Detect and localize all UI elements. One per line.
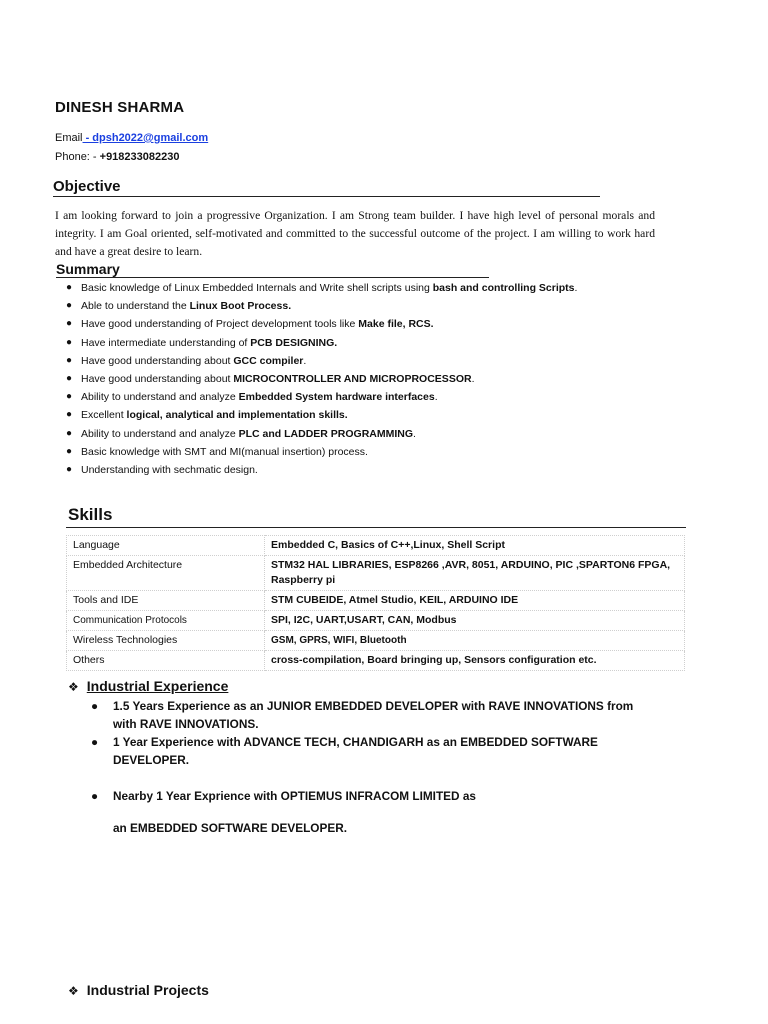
table-row [67, 631, 685, 651]
diamond-bullet-icon: ❖ [68, 680, 79, 694]
summary-emphasis: GCC compiler [233, 354, 304, 367]
table-row [67, 536, 685, 556]
summary-text: Ability to understand and analyze [81, 391, 239, 404]
list-item [66, 389, 686, 407]
bullet-icon: ● [66, 354, 73, 366]
bullet-icon: ● [66, 336, 73, 348]
experience-text: 1.5 Years Experience as an JUNIOR EMBEDDED DEVELOPER with RAVE INNOVATIONS from with RAVE INNOVATIONS. [113, 699, 634, 731]
objective-rule [53, 196, 600, 197]
summary-suffix: . [413, 427, 416, 440]
summary-text: Have good understanding about [81, 354, 234, 367]
summary-heading: Summary [56, 261, 120, 277]
list-item [66, 462, 686, 480]
skill-value: Embedded C, Basics of C++,Linux, Shell Script [265, 536, 685, 556]
table-row [67, 556, 685, 591]
bullet-icon: ● [91, 789, 99, 803]
summary-emphasis: PCB DESIGNING. [250, 336, 338, 349]
list-item [66, 371, 686, 389]
phone-label: Phone: - [55, 151, 100, 163]
experience-continuation: an EMBEDDED SOFTWARE DEVELOPER. [113, 821, 347, 835]
candidate-name: DINESH SHARMA [55, 99, 185, 116]
email-label: Email [55, 132, 83, 144]
phone-line [55, 151, 179, 163]
skills-rule [66, 527, 686, 528]
experience-item [91, 788, 673, 806]
list-item [66, 407, 686, 425]
skill-key: Embedded Architecture [67, 556, 265, 591]
summary-emphasis: bash and controlling Scripts [432, 282, 575, 294]
experience-item [91, 734, 633, 769]
list-item [66, 335, 686, 353]
experience-title: Industrial Experience [86, 678, 229, 694]
bullet-icon: ● [66, 427, 73, 439]
summary-text: Have intermediate understanding of [81, 336, 251, 349]
bullet-icon: ● [66, 372, 73, 384]
summary-emphasis: logical, analytical and implementation skills. [126, 409, 348, 422]
summary-suffix: . [303, 354, 307, 367]
summary-text: Understanding with sechmatic design. [81, 463, 258, 476]
bullet-icon: ● [66, 445, 73, 457]
summary-emphasis: Linux Boot Process. [189, 300, 292, 313]
table-row [67, 591, 685, 611]
skill-value: GSM, GPRS, WIFI, Bluetooth [265, 631, 685, 651]
list-item [66, 298, 686, 316]
list-item [66, 316, 686, 334]
bullet-icon: ● [66, 391, 73, 403]
objective-text: I am looking forward to join a progressive Organization. I am Strong team builder. I have high level of personal morals and integrity. I am Goal oriented, self-motivated and committed to the successful outcome of the project. I am willing to work hard and have a great desire to learn. [55, 209, 655, 258]
list-item [66, 353, 686, 371]
skill-key: Tools and IDE [67, 591, 265, 611]
summary-text: Excellent [81, 409, 127, 422]
phone-value: +918233082230 [99, 151, 180, 163]
objective-heading: Objective [53, 178, 121, 195]
skill-key: Communication Protocols [67, 611, 265, 631]
list-item [66, 444, 686, 462]
summary-rule [56, 277, 489, 278]
summary-emphasis: Make file, RCS. [358, 318, 434, 331]
summary-suffix: . [574, 282, 578, 294]
summary-suffix: . [434, 391, 438, 404]
diamond-bullet-icon: ❖ [68, 984, 79, 998]
experience-item [91, 698, 653, 733]
skill-key: Language [67, 536, 265, 556]
summary-text: Ability to understand and analyze [81, 427, 239, 440]
email-line [55, 132, 208, 144]
skill-value: cross-compilation, Board bringing up, Sensors configuration etc. [265, 651, 685, 671]
list-item [66, 426, 686, 444]
bullet-icon: ● [66, 318, 73, 330]
experience-heading [68, 678, 228, 694]
list-item [66, 280, 686, 298]
bullet-icon: ● [66, 463, 73, 475]
experience-text: 1 Year Experience with ADVANCE TECH, CHANDIGARH as an EMBEDDED SOFTWARE DEVELOPER. [113, 735, 598, 767]
projects-title: Industrial Projects [86, 982, 209, 998]
summary-text: Have good understanding about [81, 372, 234, 385]
bullet-icon: ● [66, 409, 73, 421]
skill-key: Wireless Technologies [67, 631, 265, 651]
skills-heading: Skills [68, 505, 113, 524]
summary-text: Basic knowledge with SMT and MI(manual insertion) process. [81, 445, 368, 458]
bullet-icon: ● [66, 282, 73, 293]
skill-value: STM CUBEIDE, Atmel Studio, KEIL, ARDUINO IDE [265, 591, 685, 611]
skill-key: Others [67, 651, 265, 671]
bullet-icon: ● [66, 300, 73, 312]
skill-value: STM32 HAL LIBRARIES, ESP8266 ,AVR, 8051, ARDUINO, PIC ,SPARTON6 FPGA, Raspberry pi [265, 556, 685, 591]
projects-heading [68, 982, 209, 998]
experience-text: Nearby 1 Year Exprience with OPTIEMUS INFRACOM LIMITED as [113, 789, 476, 803]
bullet-icon: ● [91, 735, 99, 749]
summary-list [66, 280, 686, 480]
table-row [67, 611, 685, 631]
summary-text: Able to understand the [81, 300, 190, 313]
table-row [67, 651, 685, 671]
bullet-icon: ● [91, 699, 99, 713]
skills-table [66, 535, 685, 671]
summary-text: Basic knowledge of Linux Embedded Internals and Write shell scripts using [81, 282, 433, 294]
summary-emphasis: PLC and LADDER PROGRAMMING [238, 427, 414, 440]
summary-suffix: . [471, 372, 475, 385]
summary-text: Have good understanding of Project development tools like [81, 318, 359, 331]
summary-emphasis: MICROCONTROLLER AND MICROPROCESSOR [233, 372, 472, 385]
skill-value: SPI, I2C, UART,USART, CAN, Modbus [265, 611, 685, 631]
email-link[interactable]: - dpsh2022@gmail.com [82, 132, 209, 144]
summary-emphasis: Embedded System hardware interfaces [238, 391, 435, 404]
